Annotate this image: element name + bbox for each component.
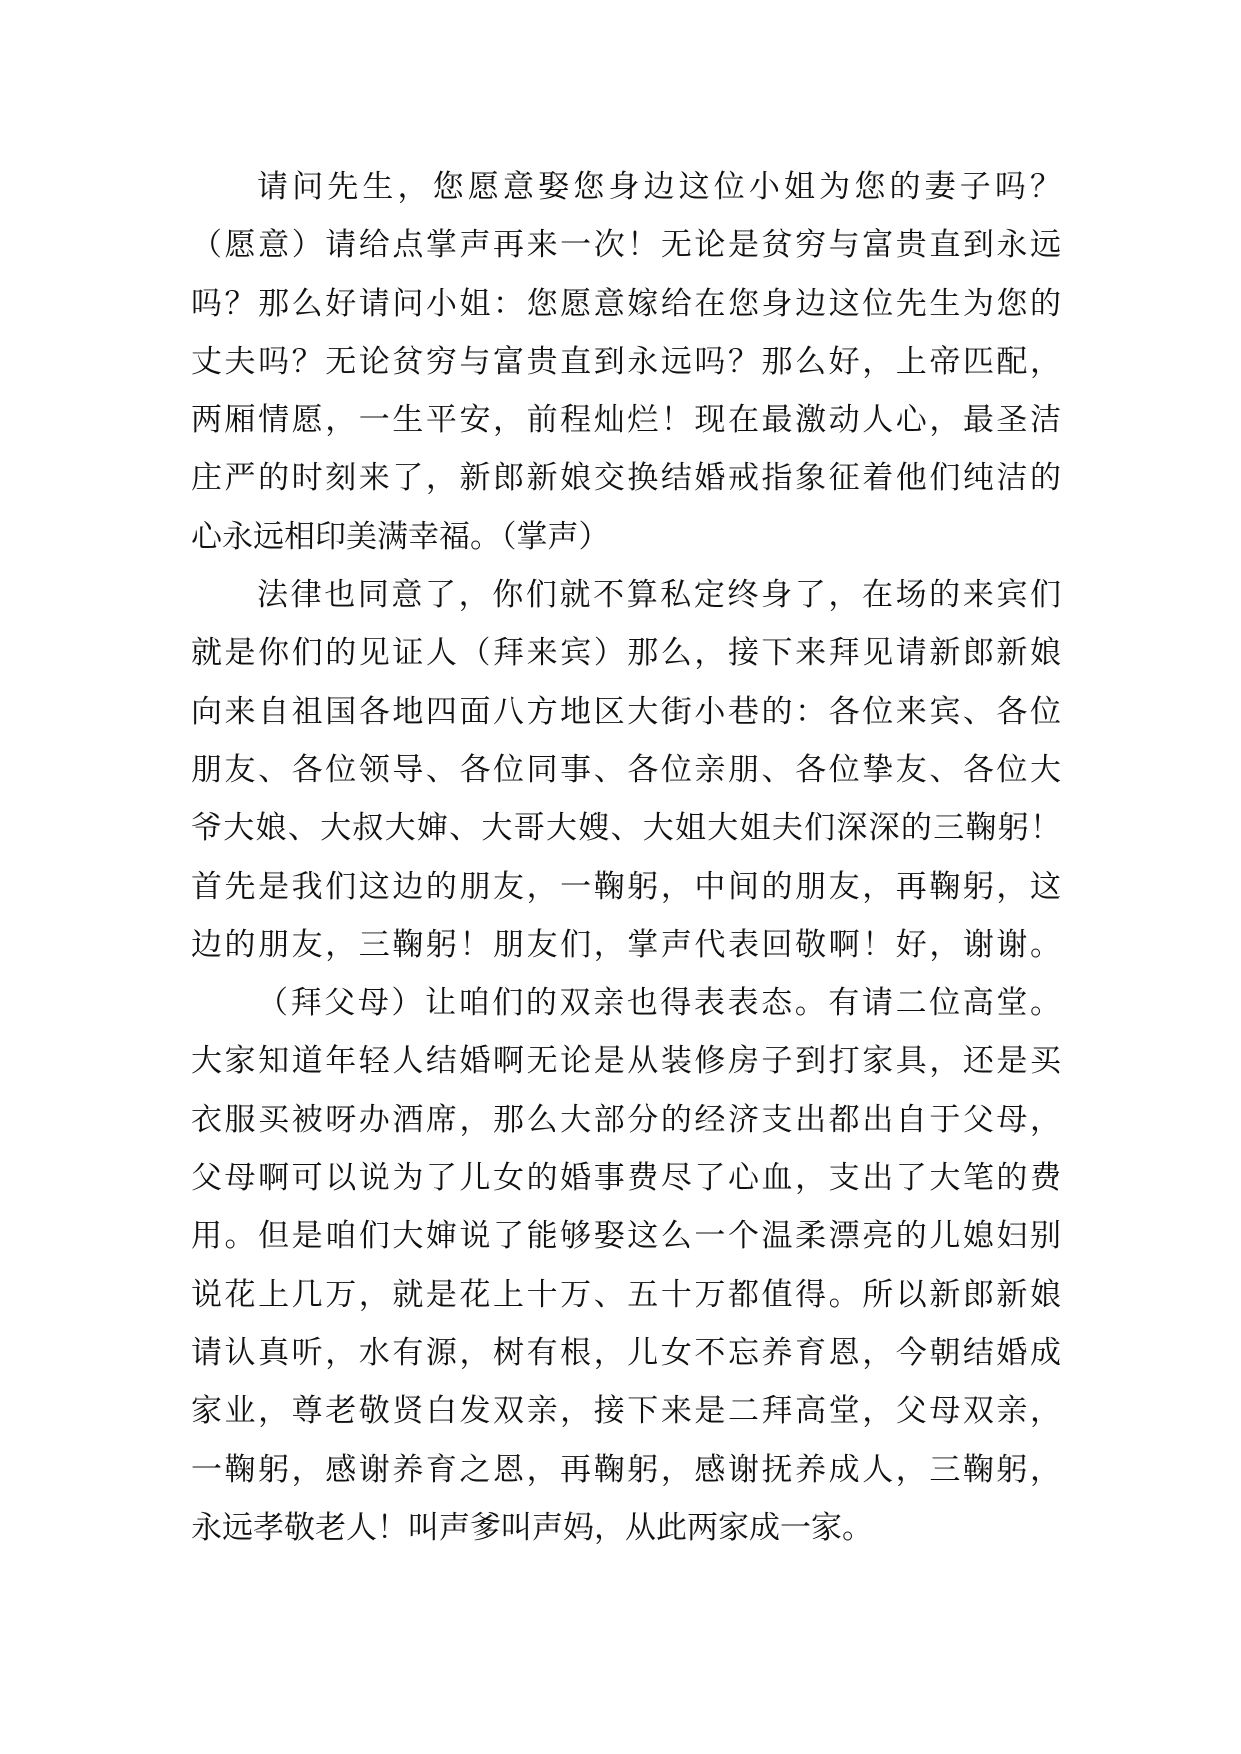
paragraph-2-line-4: 朋友、各位领导、各位同事、各位亲朋、各位挚友、各位大 [191, 751, 1061, 788]
paragraph-3-line-4: 父母啊可以说为了儿女的婚事费尽了心血，支出了大笔的费 [191, 1160, 1061, 1197]
paragraph-2-line-6: 首先是我们这边的朋友，一鞠躬，中间的朋友，再鞠躬，这 [191, 868, 1061, 905]
paragraph-3-line-6: 说花上几万，就是花上十万、五十万都值得。所以新郎新娘 [191, 1276, 1061, 1313]
paragraph-3-line-8: 家业，尊老敬贤白发双亲，接下来是二拜高堂，父母双亲， [191, 1393, 1061, 1430]
paragraph-3-line-10: 永远孝敬老人！叫声爹叫声妈，从此两家成一家。 [191, 1509, 873, 1546]
paragraph-2-line-5: 爷大娘、大叔大婶、大哥大嫂、大姐大姐夫们深深的三鞠躬！ [191, 810, 1061, 847]
paragraph-3-line-7: 请认真听，水有源，树有根，儿女不忘养育恩，今朝结婚成 [191, 1334, 1061, 1371]
paragraph-1-line-1: 请问先生，您愿意娶您身边这位小姐为您的妻子吗？ [257, 169, 1061, 205]
paragraph-2-line-7: 边的朋友，三鞠躬！朋友们，掌声代表回敬啊！好，谢谢。 [191, 926, 1061, 963]
paragraph-1-line-3: 吗？那么好请问小姐：您愿意嫁给在您身边这位先生为您的 [191, 285, 1061, 322]
paragraph-3-line-3: 衣服买被呀办酒席，那么大部分的经济支出都出自于父母， [191, 1101, 1061, 1138]
paragraph-1-line-2: （愿意）请给点掌声再来一次！无论是贫穷与富贵直到永远 [191, 227, 1061, 264]
paragraph-1-line-7: 心永远相印美满幸福。（掌声） [191, 518, 610, 555]
paragraph-3-line-2: 大家知道年轻人结婚啊无论是从装修房子到打家具，还是买 [191, 1043, 1061, 1080]
paragraph-1-line-5: 两厢情愿，一生平安，前程灿烂！现在最激动人心，最圣洁 [191, 402, 1061, 439]
paragraph-1-line-6: 庄严的时刻来了，新郎新娘交换结婚戒指象征着他们纯洁的 [191, 460, 1061, 497]
paragraph-3-line-5: 用。但是咱们大婶说了能够娶这么一个温柔漂亮的儿媳妇别 [191, 1218, 1061, 1255]
paragraph-2-line-1: 法律也同意了，你们就不算私定终身了，在场的来宾们 [257, 577, 1061, 614]
paragraph-3-line-1: （拜父母）让咱们的双亲也得表表态。有请二位高堂。 [257, 985, 1061, 1022]
paragraph-2-line-2: 就是你们的见证人（拜来宾）那么，接下来拜见请新郎新娘 [191, 635, 1061, 672]
document-body [191, 158, 1061, 1557]
paragraph-3-line-9: 一鞠躬，感谢养育之恩，再鞠躬，感谢抚养成人，三鞠躬， [191, 1451, 1061, 1488]
paragraph-2-line-3: 向来自祖国各地四面八方地区大街小巷的：各位来宾、各位 [191, 693, 1061, 730]
paragraph-1-line-4: 丈夫吗？无论贫穷与富贵直到永远吗？那么好，上帝匹配， [191, 343, 1061, 380]
